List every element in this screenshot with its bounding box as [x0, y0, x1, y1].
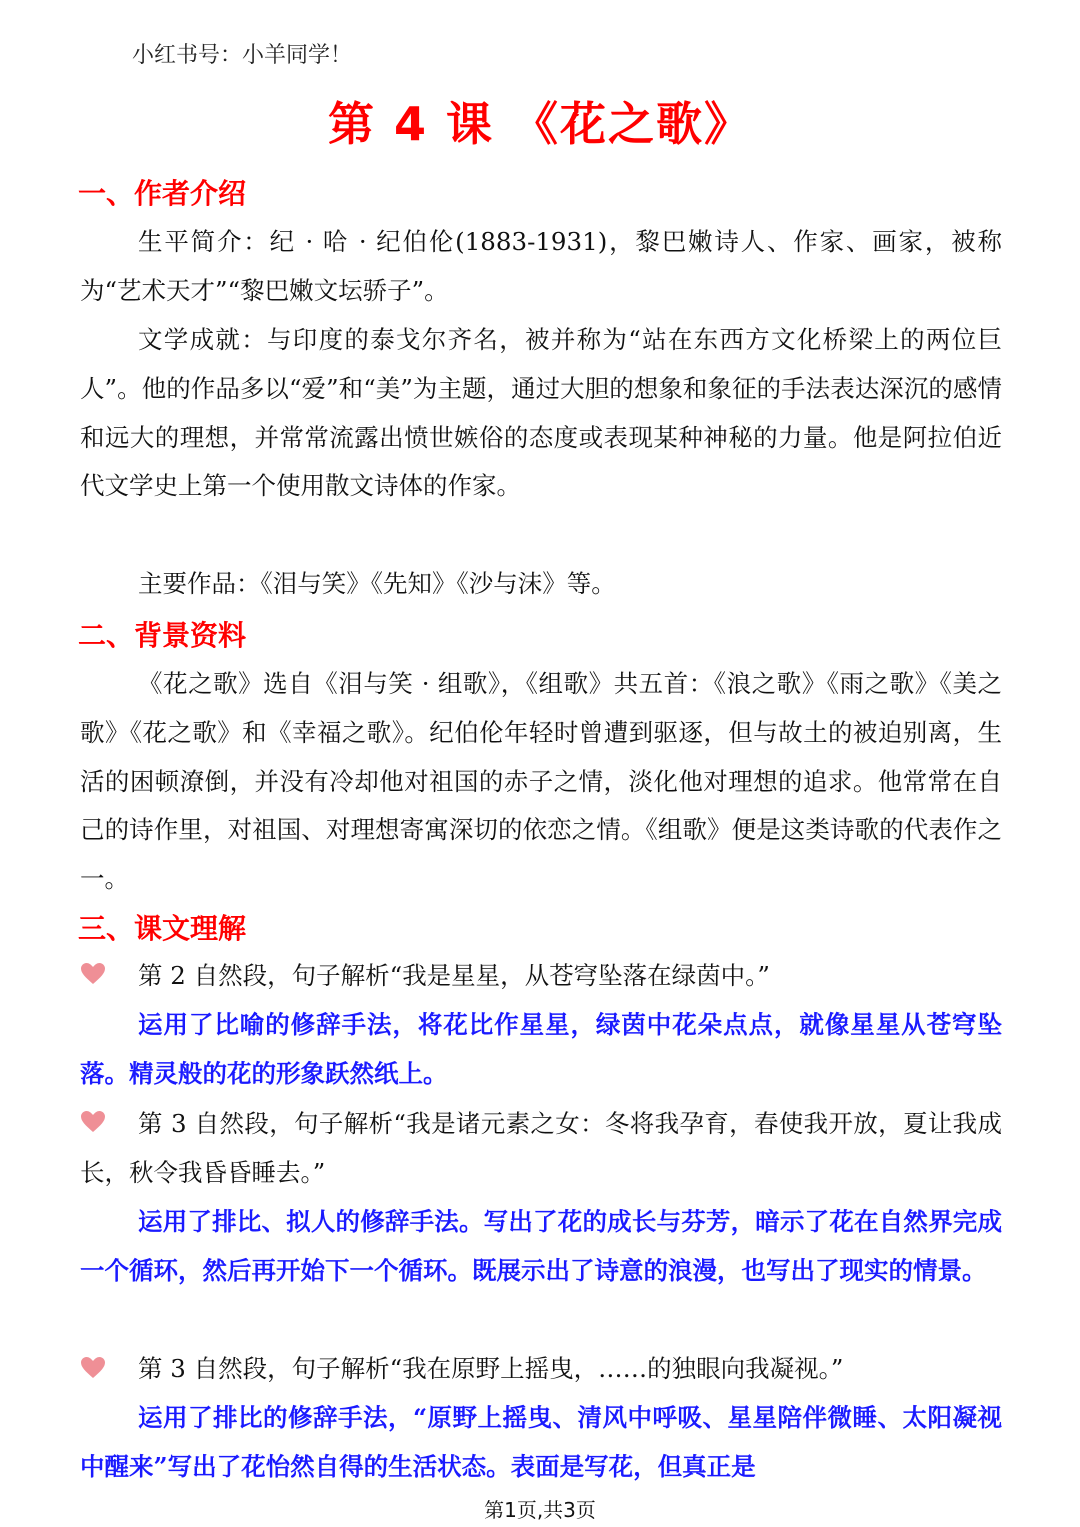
page-title: 第 4 课 《花之歌》	[327, 97, 753, 151]
analysis-answer-2: 运用了排比、拟人的修辞手法。写出了花的成长与芬芳，暗示了花在自然界完成一个循环，然后再开始下一个循环。既展示出了诗意的浪漫，也写出了现实的情景。	[80, 1207, 1002, 1285]
section-heading-understanding: 三、课文理解	[78, 912, 247, 945]
analysis-question-3: 第 3 自然段，句子解析“我在原野上摇曳，……的独眼向我凝视。”	[138, 1354, 844, 1383]
section-heading-author: 一、作者介绍	[78, 177, 247, 210]
author-bio-paragraph: 生平简介：纪 · 哈 · 纪伯伦(1883-1931)，黎巴嫩诗人、作家、画家，被称为“艺术天才”“黎巴嫩文坛骄子”。	[80, 227, 1002, 305]
analysis-answer-1: 运用了比喻的修辞手法，将花比作星星，绿茵中花朵点点，就像星星从苍穹坠落。精灵般的花的形象跃然纸上。	[80, 1010, 1002, 1088]
background-paragraph: 《花之歌》选自《泪与笑 · 组歌》，《组歌》共五首：《浪之歌》《雨之歌》《美之歌》《花之歌》和《幸福之歌》。纪伯伦年轻时曾遭到驱逐，但与故土的被迫别离，生活的困顿潦倒，并没有冷却他对祖国的赤子之情，淡化他对理想的追求。他常常在自己的诗作里，对祖国、对理想寄寓深切的依恋之情。《组歌》便是这类诗歌的代表作之一。	[80, 669, 1002, 894]
section-heading-background: 二、背景资料	[78, 619, 247, 652]
analysis-question-1: 第 2 自然段，句子解析“我是星星，从苍穹坠落在绿茵中。”	[138, 961, 770, 990]
analysis-question-2: 第 3 自然段，句子解析“我是诸元素之女：冬将我孕育，春使我开放，夏让我成长，秋令我昏昏睡去。”	[80, 1109, 1002, 1187]
watermark-text: 小红书号：小羊同学！	[132, 43, 353, 68]
page-number: 第1页,共3页	[484, 1498, 596, 1522]
author-works-paragraph: 主要作品：《泪与笑》《先知》《沙与沫》等。	[138, 569, 616, 598]
author-achievement-paragraph: 文学成就：与印度的泰戈尔齐名，被并称为“站在东西方文化桥梁上的两位巨人”。他的作品多以“爱”和“美”为主题，通过大胆的想象和象征的手法表达深沉的感情和远大的理想，并常常流露出愤世嫉俗的态度或表现某种神秘的力量。他是阿拉伯近代文学史上第一个使用散文诗体的作家。	[80, 325, 1002, 501]
analysis-answer-3: 运用了排比的修辞手法，“原野上摇曳、清风中呼吸、星星陪伴微睡、太阳凝视中醒来”写出了花怡然自得的生活状态。表面是写花，但真正是	[80, 1403, 1002, 1481]
